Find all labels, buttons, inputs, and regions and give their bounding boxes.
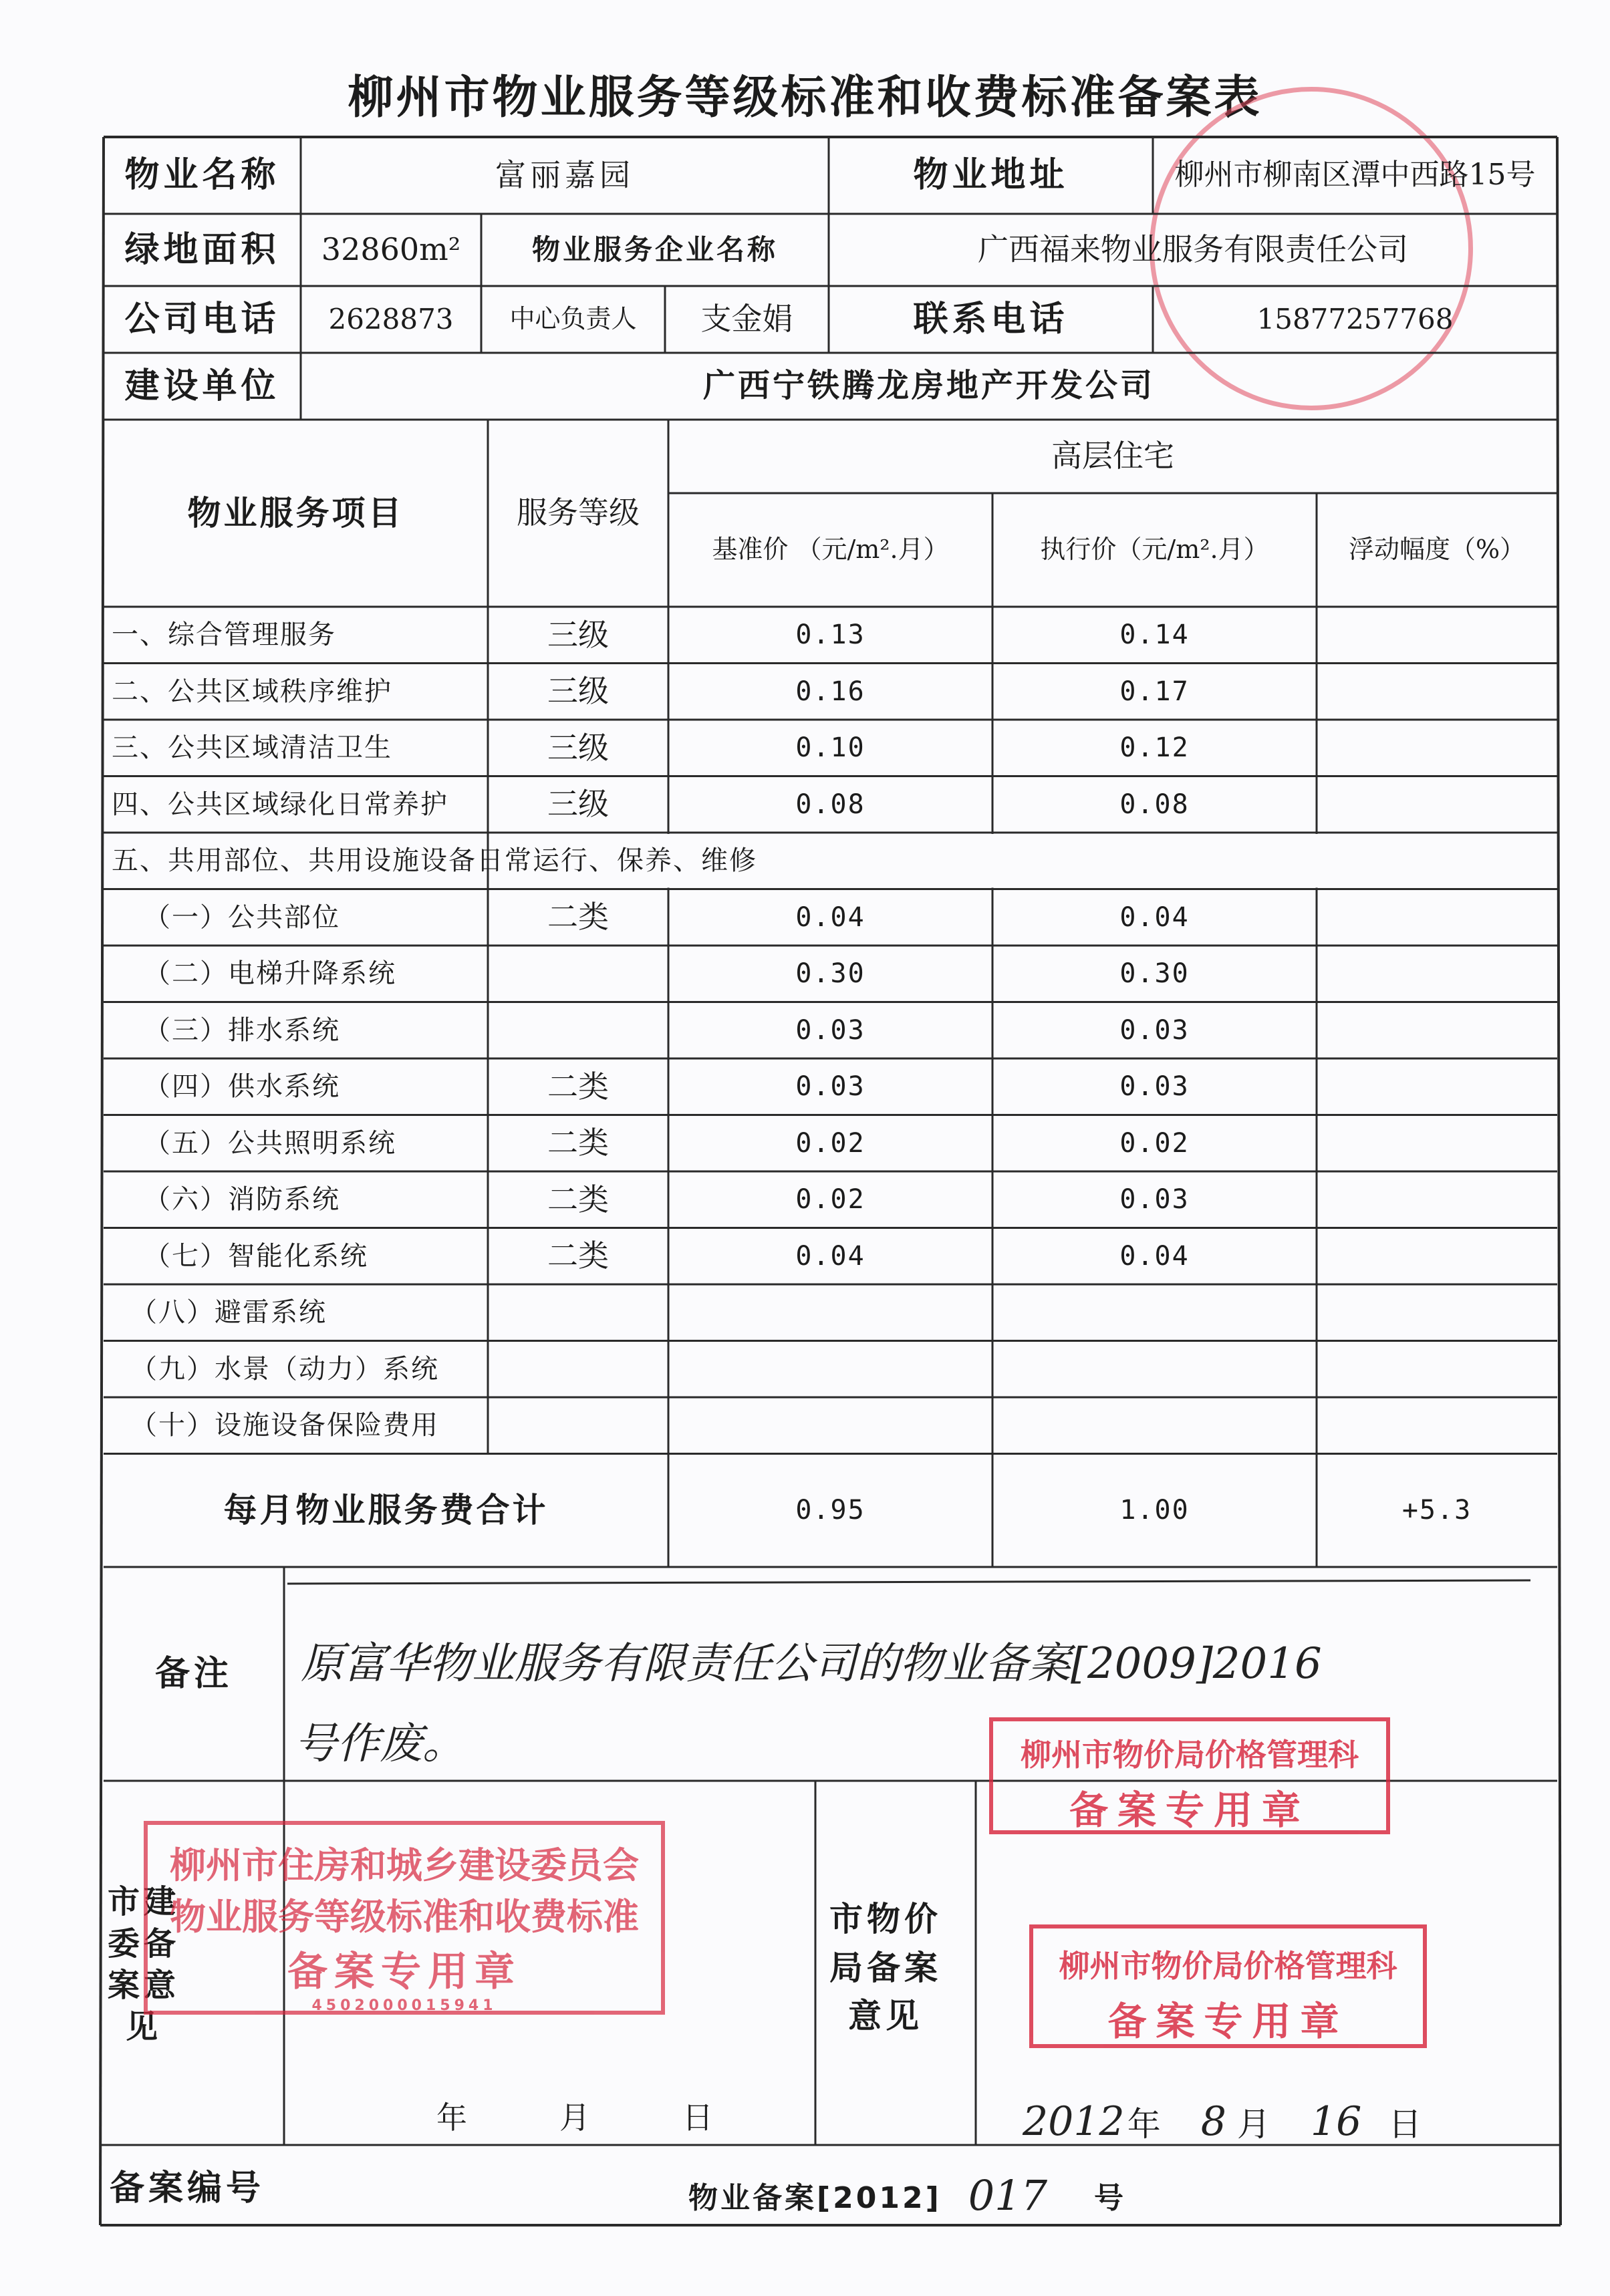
service-grade: 二类 xyxy=(547,1181,609,1217)
float-range xyxy=(1317,776,1557,833)
float-range xyxy=(1317,1115,1557,1172)
base-price: 0.08 xyxy=(795,788,865,820)
service-item: （六）消防系统 xyxy=(144,1184,340,1215)
green-area-label: 绿地面积 xyxy=(124,229,280,270)
builder-label: 建设单位 xyxy=(124,366,280,406)
base-price: 0.16 xyxy=(795,676,865,707)
exec-price: 0.03 xyxy=(1119,1184,1190,1215)
service-grade: 二类 xyxy=(547,1125,609,1161)
record-number-label: 备案编号 xyxy=(109,2168,265,2208)
remarks-label: 备注 xyxy=(154,1653,233,1694)
service-grade xyxy=(488,1284,668,1341)
exec-price xyxy=(992,1284,1317,1341)
exec-price xyxy=(992,1341,1317,1398)
price-date-year: 2012 xyxy=(1023,2098,1125,2145)
service-item: （八）避雷系统 xyxy=(130,1297,327,1328)
total-float: +5.3 xyxy=(1401,1495,1472,1526)
exec-price: 0.03 xyxy=(1119,1014,1190,1046)
service-item: 四、公共区域绿化日常养护 xyxy=(112,788,448,820)
price-bureau-stamp-2 xyxy=(1029,1924,1427,2048)
builder-value: 广西宁铁腾龙房地产开发公司 xyxy=(702,367,1155,405)
grid-line xyxy=(1557,137,1561,2225)
record-suffix: 号 xyxy=(1094,2181,1127,2215)
base-price: 0.03 xyxy=(795,1071,865,1103)
price-opinion-label: 市物价局备案意见 xyxy=(829,1900,942,2036)
price-bureau-stamp-1 xyxy=(989,1717,1390,1834)
float-range xyxy=(1317,1397,1557,1454)
exec-price: 0.08 xyxy=(1119,788,1190,820)
service-item: （一）公共部位 xyxy=(144,901,340,933)
stamp-text: 备案专用章 xyxy=(1069,1787,1310,1833)
service-grade xyxy=(488,1002,668,1059)
service-grade xyxy=(488,1397,668,1454)
company-name-label: 物业服务企业名称 xyxy=(531,233,778,266)
section-five-label: 五、共用部位、共用设施设备日常运行、保养、维修 xyxy=(112,845,757,877)
base-price: 0.10 xyxy=(795,732,865,764)
exec-price: 0.04 xyxy=(1119,1240,1190,1272)
service-grade: 二类 xyxy=(547,1068,609,1105)
service-grade: 二类 xyxy=(547,899,609,936)
manager-value: 支金娟 xyxy=(700,301,793,337)
price-date-year-char: 年 xyxy=(1127,2105,1161,2144)
service-grade: 二类 xyxy=(547,1238,609,1274)
service-item: （十）设施设备保险费用 xyxy=(130,1410,439,1441)
service-item: （五）公共照明系统 xyxy=(144,1127,396,1159)
construction-committee-stamp xyxy=(144,1821,665,2015)
construction-opinion-label: 市建委备案意见 xyxy=(107,1883,180,2046)
company-name-value: 广西福来物业服务有限责任公司 xyxy=(978,231,1408,268)
price-date-day-char: 日 xyxy=(1388,2105,1422,2144)
float-range xyxy=(1317,1171,1557,1228)
stamp-text: 物业服务等级标准和收费标准 xyxy=(170,1896,639,1938)
service-item: 一、综合管理服务 xyxy=(112,619,336,651)
exec-price xyxy=(992,1397,1317,1454)
service-item-header: 物业服务项目 xyxy=(187,494,404,533)
float-range xyxy=(1317,720,1557,776)
total-exec: 1.00 xyxy=(1119,1495,1190,1526)
service-item: （三）排水系统 xyxy=(144,1014,340,1046)
service-grade: 三级 xyxy=(547,616,609,653)
float-range xyxy=(1317,889,1557,946)
remarks-line-1: 原富华物业服务有限责任公司的物业备案[2009]2016 xyxy=(301,1638,1322,1689)
stamp-text: 柳州市住房和城乡建设委员会 xyxy=(170,1844,639,1886)
exec-price: 0.12 xyxy=(1119,732,1190,764)
float-range xyxy=(1317,1341,1557,1398)
property-address-label: 物业地址 xyxy=(913,155,1069,196)
construction-opinion-date: 年 月 日 xyxy=(436,2100,713,2136)
float-range xyxy=(1317,946,1557,1002)
base-price: 0.02 xyxy=(795,1127,865,1159)
float-range xyxy=(1317,664,1557,720)
service-grade-header: 服务等级 xyxy=(517,494,640,531)
record-prefix: 物业备案[2012] xyxy=(688,2181,942,2215)
company-phone-value: 2628873 xyxy=(328,302,454,335)
form-title: 柳州市物业服务等级标准和收费标准备案表 xyxy=(348,71,1262,124)
company-phone-label: 公司电话 xyxy=(124,299,280,339)
price-date-month-char: 月 xyxy=(1236,2105,1270,2144)
exec-price: 0.30 xyxy=(1119,958,1190,990)
price-opinion-date xyxy=(1023,2092,1422,2152)
manager-label: 中心负责人 xyxy=(509,304,637,334)
float-range xyxy=(1317,1058,1557,1115)
stamp-text: 柳州市物价局价格管理科 xyxy=(1059,1948,1397,1984)
float-range-header: 浮动幅度（%） xyxy=(1348,535,1526,565)
service-grade: 三级 xyxy=(547,673,609,710)
contact-phone-value: 15877257768 xyxy=(1256,302,1454,335)
base-price xyxy=(668,1341,992,1398)
exec-price: 0.04 xyxy=(1119,901,1190,933)
service-grade: 三级 xyxy=(547,729,609,766)
stamp-text: 备案专用章 xyxy=(287,1949,521,1995)
property-name-value: 富丽嘉园 xyxy=(495,156,634,193)
total-base: 0.95 xyxy=(795,1495,865,1526)
stamp-text: 柳州市物价局价格管理科 xyxy=(1021,1737,1359,1773)
service-grade xyxy=(488,1341,668,1398)
grid-line xyxy=(287,1580,1530,1584)
service-item: 三、公共区域清洁卫生 xyxy=(112,732,392,764)
exec-price: 0.14 xyxy=(1119,619,1190,651)
record-number xyxy=(688,2165,1126,2225)
service-item: （四）供水系统 xyxy=(144,1071,340,1103)
category-header: 高层住宅 xyxy=(1051,438,1174,474)
float-range xyxy=(1317,1002,1557,1059)
price-date-day: 16 xyxy=(1310,2098,1362,2145)
float-range xyxy=(1317,1284,1557,1341)
float-range xyxy=(1317,1228,1557,1285)
base-price-header: 基准价 （元/m².月） xyxy=(712,535,949,565)
stamp-code: 4502000015941 xyxy=(311,1997,497,2014)
base-price xyxy=(668,1397,992,1454)
base-price: 0.04 xyxy=(795,1240,865,1272)
base-price: 0.30 xyxy=(795,958,865,990)
contact-phone-label: 联系电话 xyxy=(913,299,1069,339)
service-grade xyxy=(488,946,668,1002)
green-area-value: 32860m² xyxy=(321,231,461,268)
price-date-month: 8 xyxy=(1200,2098,1226,2145)
exec-price: 0.02 xyxy=(1119,1127,1190,1159)
stamp-text: 备案专用章 xyxy=(1107,1999,1349,2044)
float-range xyxy=(1317,607,1557,664)
service-item: （二）电梯升降系统 xyxy=(144,958,396,990)
exec-price: 0.17 xyxy=(1119,676,1190,707)
base-price: 0.13 xyxy=(795,619,865,651)
total-label: 每月物业服务费合计 xyxy=(223,1491,549,1530)
base-price: 0.03 xyxy=(795,1014,865,1046)
base-price: 0.04 xyxy=(795,901,865,933)
exec-price: 0.03 xyxy=(1119,1071,1190,1103)
service-grade: 三级 xyxy=(547,786,609,823)
property-name-label: 物业名称 xyxy=(124,155,280,196)
service-item: 二、公共区域秩序维护 xyxy=(112,676,392,707)
exec-price-header: 执行价（元/m².月） xyxy=(1040,535,1269,565)
service-item: （九）水景（动力）系统 xyxy=(130,1353,439,1385)
base-price xyxy=(668,1284,992,1341)
record-value: 017 xyxy=(968,2170,1048,2220)
service-item: （七）智能化系统 xyxy=(144,1240,368,1272)
base-price: 0.02 xyxy=(795,1184,865,1215)
remarks-line-2: 号作废。 xyxy=(294,1719,465,1769)
property-address-value: 柳州市柳南区潭中西路15号 xyxy=(1174,158,1536,192)
